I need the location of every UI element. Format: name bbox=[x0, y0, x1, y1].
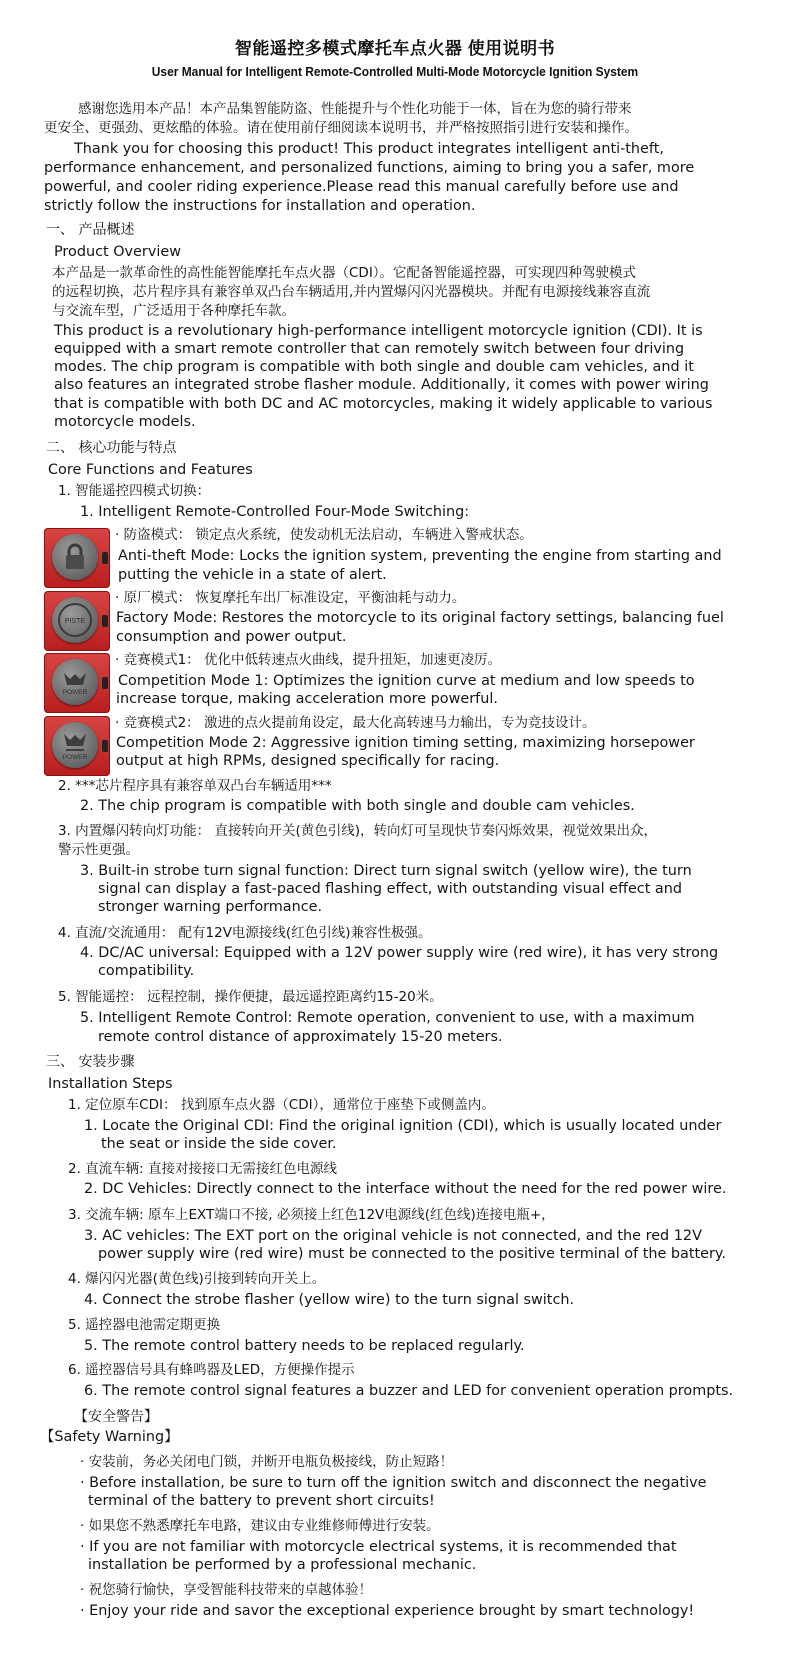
mode-competition-1-en-line-2: increase torque, making acceleration more powerful. bbox=[116, 691, 498, 707]
feature-4-en-line-2: compatibility. bbox=[98, 963, 195, 979]
safety-2-cn: · 如果您不熟悉摩托车电路，建议由专业维修师傅进行安装。 bbox=[80, 1518, 440, 1534]
section1-cn-line-1: 本产品是一款革命性的高性能智能摩托车点火器（CDI）。它配备智能遥控器，可实现四种驾驶模式 bbox=[52, 265, 637, 281]
section1-en-line-5: that is compatible with both DC and AC motorcycles, making it widely applicable to various bbox=[54, 396, 713, 412]
section1-heading-en: Product Overview bbox=[54, 244, 181, 260]
section1-cn-line-3: 与交流车型，广泛适用于各种摩托车款。 bbox=[52, 303, 295, 319]
feature-3-en-line-2: signal can display a fast-paced flashing effect, with outstanding visual effect and bbox=[98, 881, 682, 897]
mode-competition-2-en-line-2: output at high RPMs, designed specifically for racing. bbox=[116, 753, 500, 769]
step-2-en: 2. DC Vehicles: Directly connect to the interface without the need for the red power wire. bbox=[84, 1181, 727, 1197]
title-en: User Manual for Intelligent Remote-Controlled Multi-Mode Motorcycle Ignition System bbox=[151, 64, 639, 79]
feature-2-en: 2. The chip program is compatible with both single and double cam vehicles. bbox=[80, 798, 635, 814]
safety-3-cn: · 祝您骑行愉快，享受智能科技带来的卓越体验！ bbox=[80, 1582, 373, 1598]
step-5-cn: 5. 遥控器电池需定期更换 bbox=[68, 1317, 221, 1333]
step-3-en-line-1: 3. AC vehicles: The EXT port on the original vehicle is not connected, and the red 12V bbox=[84, 1228, 702, 1244]
competition-1-mode-icon bbox=[44, 653, 110, 713]
intro-en-line-4: strictly follow the instructions for installation and operation. bbox=[44, 198, 476, 214]
title-cn: 智能遥控多模式摩托车点火器 使用说明书 bbox=[234, 39, 556, 58]
mode-factory-en-line-2: consumption and power output. bbox=[116, 629, 347, 645]
section3-heading-cn: 三、 安装步骤 bbox=[46, 1054, 135, 1070]
section1-en-line-2: equipped with a smart remote controller that can remotely switch between four driving bbox=[54, 341, 685, 357]
feature-4-cn: 4. 直流/交流通用： 配有12V电源接线(红色引线)兼容性极强。 bbox=[58, 925, 432, 941]
feature-3-en-line-3: stronger warning performance. bbox=[98, 899, 323, 915]
step-3-en-line-2: power supply wire (red wire) must be connected to the positive terminal of the battery. bbox=[98, 1246, 726, 1262]
anti-theft-mode-icon bbox=[44, 528, 110, 588]
mode-competition-2-cn: · 竞赛模式2： 激进的点火提前角设定，最大化高转速马力输出，专为竞技设计。 bbox=[115, 715, 596, 731]
step-1-en-line-1: 1. Locate the Original CDI: Find the original ignition (CDI), which is usually located under bbox=[84, 1118, 722, 1134]
feature-5-en-line-1: 5. Intelligent Remote Control: Remote operation, convenient to use, with a maximum bbox=[80, 1010, 695, 1026]
feature-3-cn-line-1: 3. 内置爆闪转向灯功能： 直接转向开关(黄色引线)，转向灯可呈现快节奏闪烁效果，视觉效果出众， bbox=[58, 823, 657, 839]
feature-1-en: 1. Intelligent Remote-Controlled Four-Mode Switching: bbox=[80, 504, 470, 520]
section1-cn-line-2: 的远程切换，芯片程序具有兼容单双凸台车辆适用,并内置爆闪闪光器模块。并配有电源接线兼容直流 bbox=[52, 284, 651, 300]
step-6-en: 6. The remote control signal features a buzzer and LED for convenient operation prompts. bbox=[84, 1383, 734, 1399]
factory-badge-icon bbox=[52, 597, 98, 643]
safety-2-en-line-2: installation be performed by a professional mechanic. bbox=[88, 1557, 477, 1573]
feature-2-cn: 2. ***芯片程序具有兼容单双凸台车辆适用*** bbox=[58, 778, 332, 794]
step-6-cn: 6. 遥控器信号具有蜂鸣器及LED，方便操作提示 bbox=[68, 1362, 355, 1378]
safety-1-en-line-2: terminal of the battery to prevent short circuits! bbox=[88, 1493, 435, 1509]
power-text: POWER bbox=[62, 689, 88, 696]
mode-anti-theft-cn: · 防盗模式： 锁定点火系统，使发动机无法启动，车辆进入警戒状态。 bbox=[115, 527, 533, 543]
mode-factory-cn: · 原厂模式： 恢复摩托车出厂标准设定，平衡油耗与动力。 bbox=[115, 590, 466, 606]
super-power-icon bbox=[52, 722, 98, 768]
mode-competition-1-cn: · 竞赛模式1： 优化中低转速点火曲线，提升扭矩，加速更凌厉。 bbox=[115, 652, 501, 668]
section1-en-line-3: modes. The chip program is compatible with both single and double cam vehicles, and it bbox=[54, 359, 694, 375]
section2-heading-cn: 二、 核心功能与特点 bbox=[46, 440, 177, 456]
feature-3-cn-line-2: 警示性更强。 bbox=[58, 842, 139, 858]
step-3-cn: 3. 交流车辆: 原车上EXT端口不接, 必须接上红色12V电源线(红色线)连接电瓶+， bbox=[68, 1207, 555, 1223]
super-power-text: POWER bbox=[62, 754, 88, 761]
intro-en-line-2: performance enhancement, and personalized functions, aiming to bring you a safer, more bbox=[44, 160, 695, 176]
section1-en-line-1: This product is a revolutionary high-performance intelligent motorcycle ignition (CDI). It is bbox=[54, 323, 703, 339]
safety-3-en: · Enjoy your ride and savor the exceptional experience brought by smart technology! bbox=[80, 1603, 695, 1619]
factory-badge-text: PISTE bbox=[64, 618, 86, 625]
safety-1-en-line-1: · Before installation, be sure to turn off the ignition switch and disconnect the negative bbox=[80, 1475, 707, 1491]
mode-factory-en-line-1: Factory Mode: Restores the motorcycle to its original factory settings, balancing fuel bbox=[116, 610, 724, 626]
mode-competition-1-en-line-1: Competition Mode 1: Optimizes the ignition curve at medium and low speeds to bbox=[118, 673, 695, 689]
competition-2-mode-icon bbox=[44, 716, 110, 776]
step-1-en-line-2: the seat or inside the side cover. bbox=[101, 1136, 337, 1152]
step-1-cn: 1. 定位原车CDI： 找到原车点火器（CDI），通常位于座垫下或侧盖内。 bbox=[68, 1097, 495, 1113]
feature-4-en-line-1: 4. DC/AC universal: Equipped with a 12V power supply wire (red wire), it has very strong bbox=[80, 945, 719, 961]
mode-anti-theft-en-line-2: putting the vehicle in a state of alert. bbox=[118, 567, 387, 583]
factory-mode-icon bbox=[44, 591, 110, 651]
step-5-en: 5. The remote control battery needs to be replaced regularly. bbox=[84, 1338, 525, 1354]
section1-en-line-4: also features an integrated strobe flasher module. Additionally, it comes with power wiring bbox=[54, 377, 709, 393]
safety-1-cn: · 安装前，务必关闭电门锁，并断开电瓶负极接线，防止短路！ bbox=[80, 1454, 454, 1470]
feature-5-cn: 5. 智能遥控： 远程控制，操作便捷，最远遥控距离约15-20米。 bbox=[58, 989, 443, 1005]
intro-cn-line-2: 更安全、更强劲、更炫酷的体验。请在使用前仔细阅读本说明书，并严格按照指引进行安装和操作。 bbox=[44, 120, 638, 136]
safety-2-en-line-1: · If you are not familiar with motorcycle electrical systems, it is recommended that bbox=[80, 1539, 677, 1555]
safety-heading-cn: 【安全警告】 bbox=[74, 1409, 158, 1425]
safety-heading-en: 【Safety Warning】 bbox=[40, 1429, 179, 1445]
section2-heading-en: Core Functions and Features bbox=[48, 462, 253, 478]
intro-cn-line-1: 感谢您选用本产品！本产品集智能防盗、性能提升与个性化功能于一体，旨在为您的骑行带来 bbox=[78, 101, 632, 117]
step-4-en: 4. Connect the strobe flasher (yellow wire) to the turn signal switch. bbox=[84, 1292, 575, 1308]
lock-icon bbox=[52, 534, 98, 580]
section1-en-line-6: motorcycle models. bbox=[54, 414, 196, 430]
intro-en-line-1: Thank you for choosing this product! This product integrates intelligent anti-theft, bbox=[74, 141, 664, 157]
mode-competition-2-en-line-1: Competition Mode 2: Aggressive ignition timing setting, maximizing horsepower bbox=[116, 735, 695, 751]
step-4-cn: 4. 爆闪闪光器(黄色线)引接到转向开关上。 bbox=[68, 1271, 326, 1287]
intro-en-line-3: powerful, and cooler riding experience.Please read this manual carefully before use and bbox=[44, 179, 679, 195]
section1-heading-cn: 一、 产品概述 bbox=[46, 222, 135, 238]
section3-heading-en: Installation Steps bbox=[48, 1076, 173, 1092]
mode-anti-theft-en-line-1: Anti-theft Mode: Locks the ignition system, preventing the engine from starting and bbox=[118, 548, 722, 564]
feature-5-en-line-2: remote control distance of approximately 15-20 meters. bbox=[98, 1029, 503, 1045]
feature-1-cn: 1. 智能遥控四模式切换： bbox=[58, 483, 211, 499]
feature-3-en-line-1: 3. Built-in strobe turn signal function: Direct turn signal switch (yellow wire), the turn bbox=[80, 863, 692, 879]
power-icon bbox=[52, 659, 98, 705]
step-2-cn: 2. 直流车辆: 直接对接接口无需接红色电源线 bbox=[68, 1161, 338, 1177]
